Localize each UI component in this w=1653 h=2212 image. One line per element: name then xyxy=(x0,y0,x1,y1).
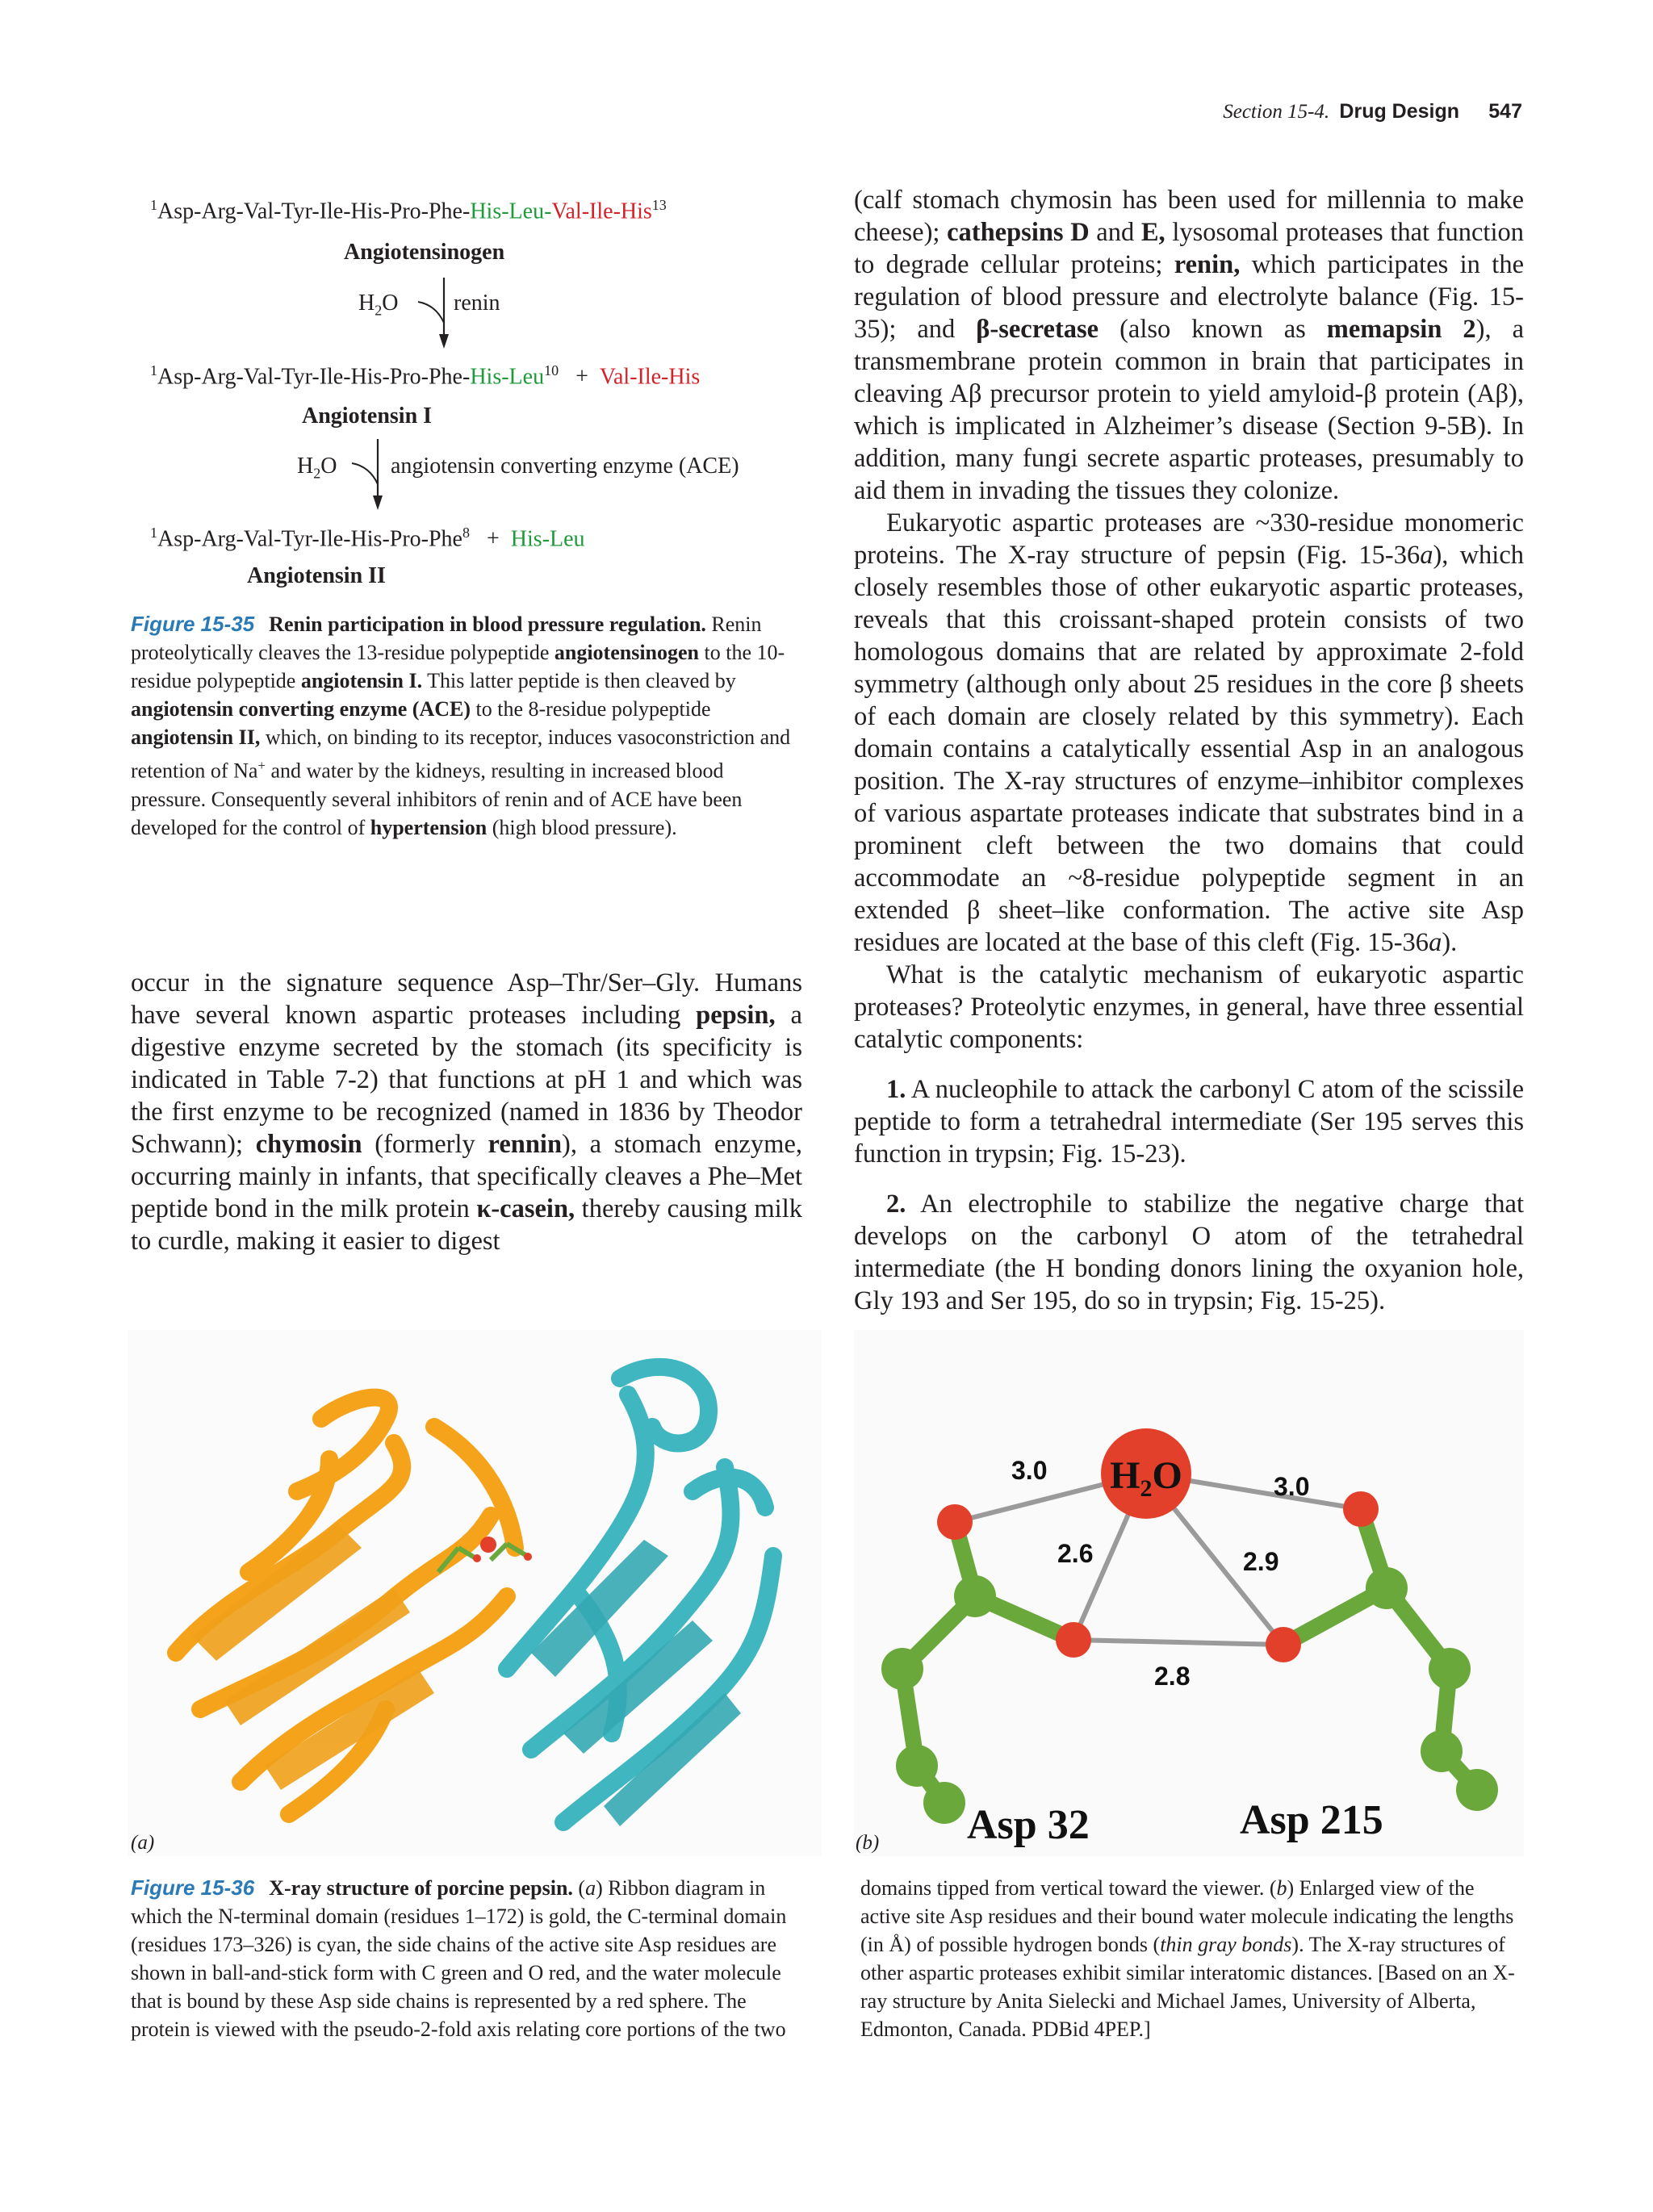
carbon-atom xyxy=(896,1745,938,1787)
right-paragraph-2: Eukaryotic aspartic proteases are ~330-residue monomeric proteins. The X-ray structure of pepsin (Fig. 15-36a), which closely resembles those of other eukaryotic aspartic proteases, reveals that this croissant-shaped protein consists of two homologous domains that are related by approximate 2-fold symmetry (although only about 25 residues in the core β sheets of each domain are closely related by this symmetry). Each domain contains a catalytically essential Asp in an analogous position. The X-ray structures of enzyme–inhibitor complexes of various aspartate proteases indicate that substrates bind in a prominent cleft between the two domains that could accommodate an ~8-residue polypeptide segment in an extended β sheet–like conformation. The active site Asp residues are located at the base of this cleft (Fig. 15-36a). xyxy=(854,508,1524,957)
oxygen-atom xyxy=(1266,1627,1301,1662)
figure-15-36-caption: Figure 15-36 X-ray structure of porcine pepsin. (a) Ribbon diagram in which the N-terminal domain (residues 1–172) is gold, the C-terminal domain (residues 173–326) is cyan, the side chains of the active site Asp residues are shown in ball-and-stick form with C green and O red, and the water molecule that is bound by these Asp side chains is represented by a red sphere. The protein is viewed with the pseudo-2-fold axis relating core portions of the two domains tipped from vertical toward the viewer. (b) Enlarged view of the active site Asp residues and their bound water molecule indicating the lengths (in Å) of possible hydrogen bonds (thin gray bonds). The X-ray structures of other aspartic proteases exhibit similar interatomic distances. [Based on an X-ray structure by Anita Sielecki and Michael James, University of Alberta, Edmonton, Canada. PDBid 4PEP.] xyxy=(131,1875,1515,2041)
running-head-section: Section 15-4. xyxy=(1223,101,1330,123)
pepsin-ribbon-diagram xyxy=(128,1330,822,1856)
h-bond-2-8 xyxy=(1073,1640,1283,1645)
asp215-label: Asp 215 xyxy=(1240,1797,1383,1843)
step2-water: $H_2O$ xyxy=(297,454,337,482)
figure-15-36-title: X-ray structure of porcine pepsin. xyxy=(269,1876,573,1900)
step2-enzyme: angiotensin converting enzyme (ACE) xyxy=(391,454,739,479)
panel-b-label: (b) xyxy=(856,1832,880,1854)
c-terminal-domain-ribbon xyxy=(507,1367,773,1822)
carbon-atom xyxy=(1456,1769,1498,1811)
distance-label-2-6: 2.6 xyxy=(1057,1539,1094,1568)
right-paragraph-3: What is the catalytic mechanism of eukaryotic aspartic proteases? Proteolytic enzymes, in general, have three essential catalytic components: xyxy=(854,960,1524,1054)
panel-a-label: (a) xyxy=(131,1832,155,1854)
angiotensinogen-sequence: $^1$Asp-Arg-Val-Tyr-Ile-His-Pro-Phe-His-Leu-Val-Ile-His$^{13}$ xyxy=(150,197,667,224)
asp32-label: Asp 32 xyxy=(967,1802,1090,1848)
figure-15-36a-image xyxy=(128,1330,822,1856)
page-number: 547 xyxy=(1488,100,1522,123)
active-site-diagram xyxy=(854,1330,1524,1856)
carbon-atom xyxy=(923,1782,965,1824)
angiotensin-I-label: Angiotensin I xyxy=(302,404,433,429)
left-column-text xyxy=(131,967,802,1257)
component-item-1: 1. A nucleophile to attack the carbonyl C atom of the scissile peptide to form a tetrahedral intermediate (Ser 195 serves this function in trypsin; Fig. 15-23). xyxy=(854,1075,1524,1169)
distance-label-2-8: 2.8 xyxy=(1154,1662,1191,1691)
carbon-atom xyxy=(1366,1567,1408,1609)
angiotensinogen-label: Angiotensinogen xyxy=(344,240,505,265)
asp-side-chain-bonds xyxy=(902,1509,1477,1803)
water-label: $H_2O$ xyxy=(1110,1454,1182,1502)
angiotensin-I-sequence: $^1$Asp-Arg-Val-Tyr-Ile-His-Pro-Phe-His-Leu$^{10}$ + Val-Ile-His xyxy=(150,362,701,390)
n-terminal-domain-ribbon xyxy=(176,1398,515,1814)
component-item-2: 2. An electrophile to stabilize the negative charge that develops on the carbonyl O atom of the tetrahedral intermediate (the H bonding donors lining the oxyanion hole, Gly 193 and Ser 195, do so in trypsin; Fig. 15-25). xyxy=(854,1190,1524,1315)
carbon-atom xyxy=(1429,1648,1471,1690)
oxygen-atom xyxy=(937,1504,973,1540)
distance-label-2-9: 2.9 xyxy=(1243,1547,1279,1576)
figure-15-35-caption: Figure 15-35 Renin participation in blood pressure regulation. Renin proteolytically cleaves the 13-residue polypeptide angiotensinogen to the 10-residue polypeptide angiotensin I. This latter peptide is then cleaved by angiotensin converting enzyme (ACE) to the 8-residue polypeptide angiotensin II, which, on binding to its receptor, induces vasoconstriction and retention of Na+ and water by the kidneys, resulting in increased blood pressure. Consequently several inhibitors of renin and of ACE have been developed for the control of hypertension (high blood pressure). xyxy=(131,612,791,839)
running-head-title: Drug Design xyxy=(1339,100,1460,123)
reaction-arrow-2 xyxy=(345,434,394,515)
right-paragraph-1: (calf stomach chymosin has been used for millennia to make cheese); cathepsins D and E, lysosomal proteases that function to degrade cellular proteins; renin, which participates in the regulation of blood pressure and electrolyte balance (Fig. 15-35); and β-secretase (also known as memapsin 2), a transmembrane protein common in brain that participates in cleaving Aβ precursor protein to yield amyloid-β protein (Aβ), which is implicated in Alzheimer’s disease (Section 9-5B). In addition, many fungi secrete aspartic proteases, presumably to aid them in invading the tissues they colonize. xyxy=(854,186,1525,505)
carbon-atom xyxy=(881,1648,923,1690)
angiotensin-II-label: Angiotensin II xyxy=(247,563,386,588)
oxygen-atom xyxy=(1056,1622,1091,1658)
running-head xyxy=(1223,100,1522,123)
active-site-oxygen xyxy=(524,1553,532,1561)
figure-15-36b-image xyxy=(854,1330,1524,1856)
figure-15-35-label: Figure 15-35 xyxy=(131,612,255,636)
figure-15-35-title: Renin participation in blood pressure regulation. xyxy=(269,613,706,636)
carbon-atom xyxy=(1421,1730,1463,1772)
reaction-arrow-1 xyxy=(412,273,460,353)
distance-label-3-0-left: 3.0 xyxy=(1011,1456,1048,1485)
distance-label-3-0-right: 3.0 xyxy=(1274,1472,1310,1501)
n-terminal-domain-strands xyxy=(192,1524,434,1790)
active-site-oxygen xyxy=(473,1554,481,1562)
right-column-text xyxy=(854,184,1524,1317)
figure-15-36-label: Figure 15-36 xyxy=(131,1875,255,1900)
step1-enzyme: renin xyxy=(454,291,500,316)
left-paragraph: occur in the signature sequence Asp–Thr/Ser–Gly. Humans have several known aspartic proteases including pepsin, a digestive enzyme secreted by the stomach (its specificity is indicated in Table 7-2) that functions at pH 1 and which was the first enzyme to be recognized (named in 1836 by Theodor Schwann); chymosin (formerly rennin), a stomach enzyme, occurring mainly in infants, that specifically cleaves a Phe–Met peptide bond in the milk protein κ-casein, thereby causing milk to curdle, making it easier to digest xyxy=(131,968,803,1256)
water-sphere xyxy=(480,1537,496,1553)
oxygen-atom xyxy=(1343,1491,1379,1527)
step1-water: $H_2O$ xyxy=(358,291,399,319)
carbon-atom xyxy=(954,1575,996,1617)
angiotensin-II-sequence: $^1$Asp-Arg-Val-Tyr-Ile-His-Pro-Phe$^8$ + His-Leu xyxy=(150,525,585,552)
